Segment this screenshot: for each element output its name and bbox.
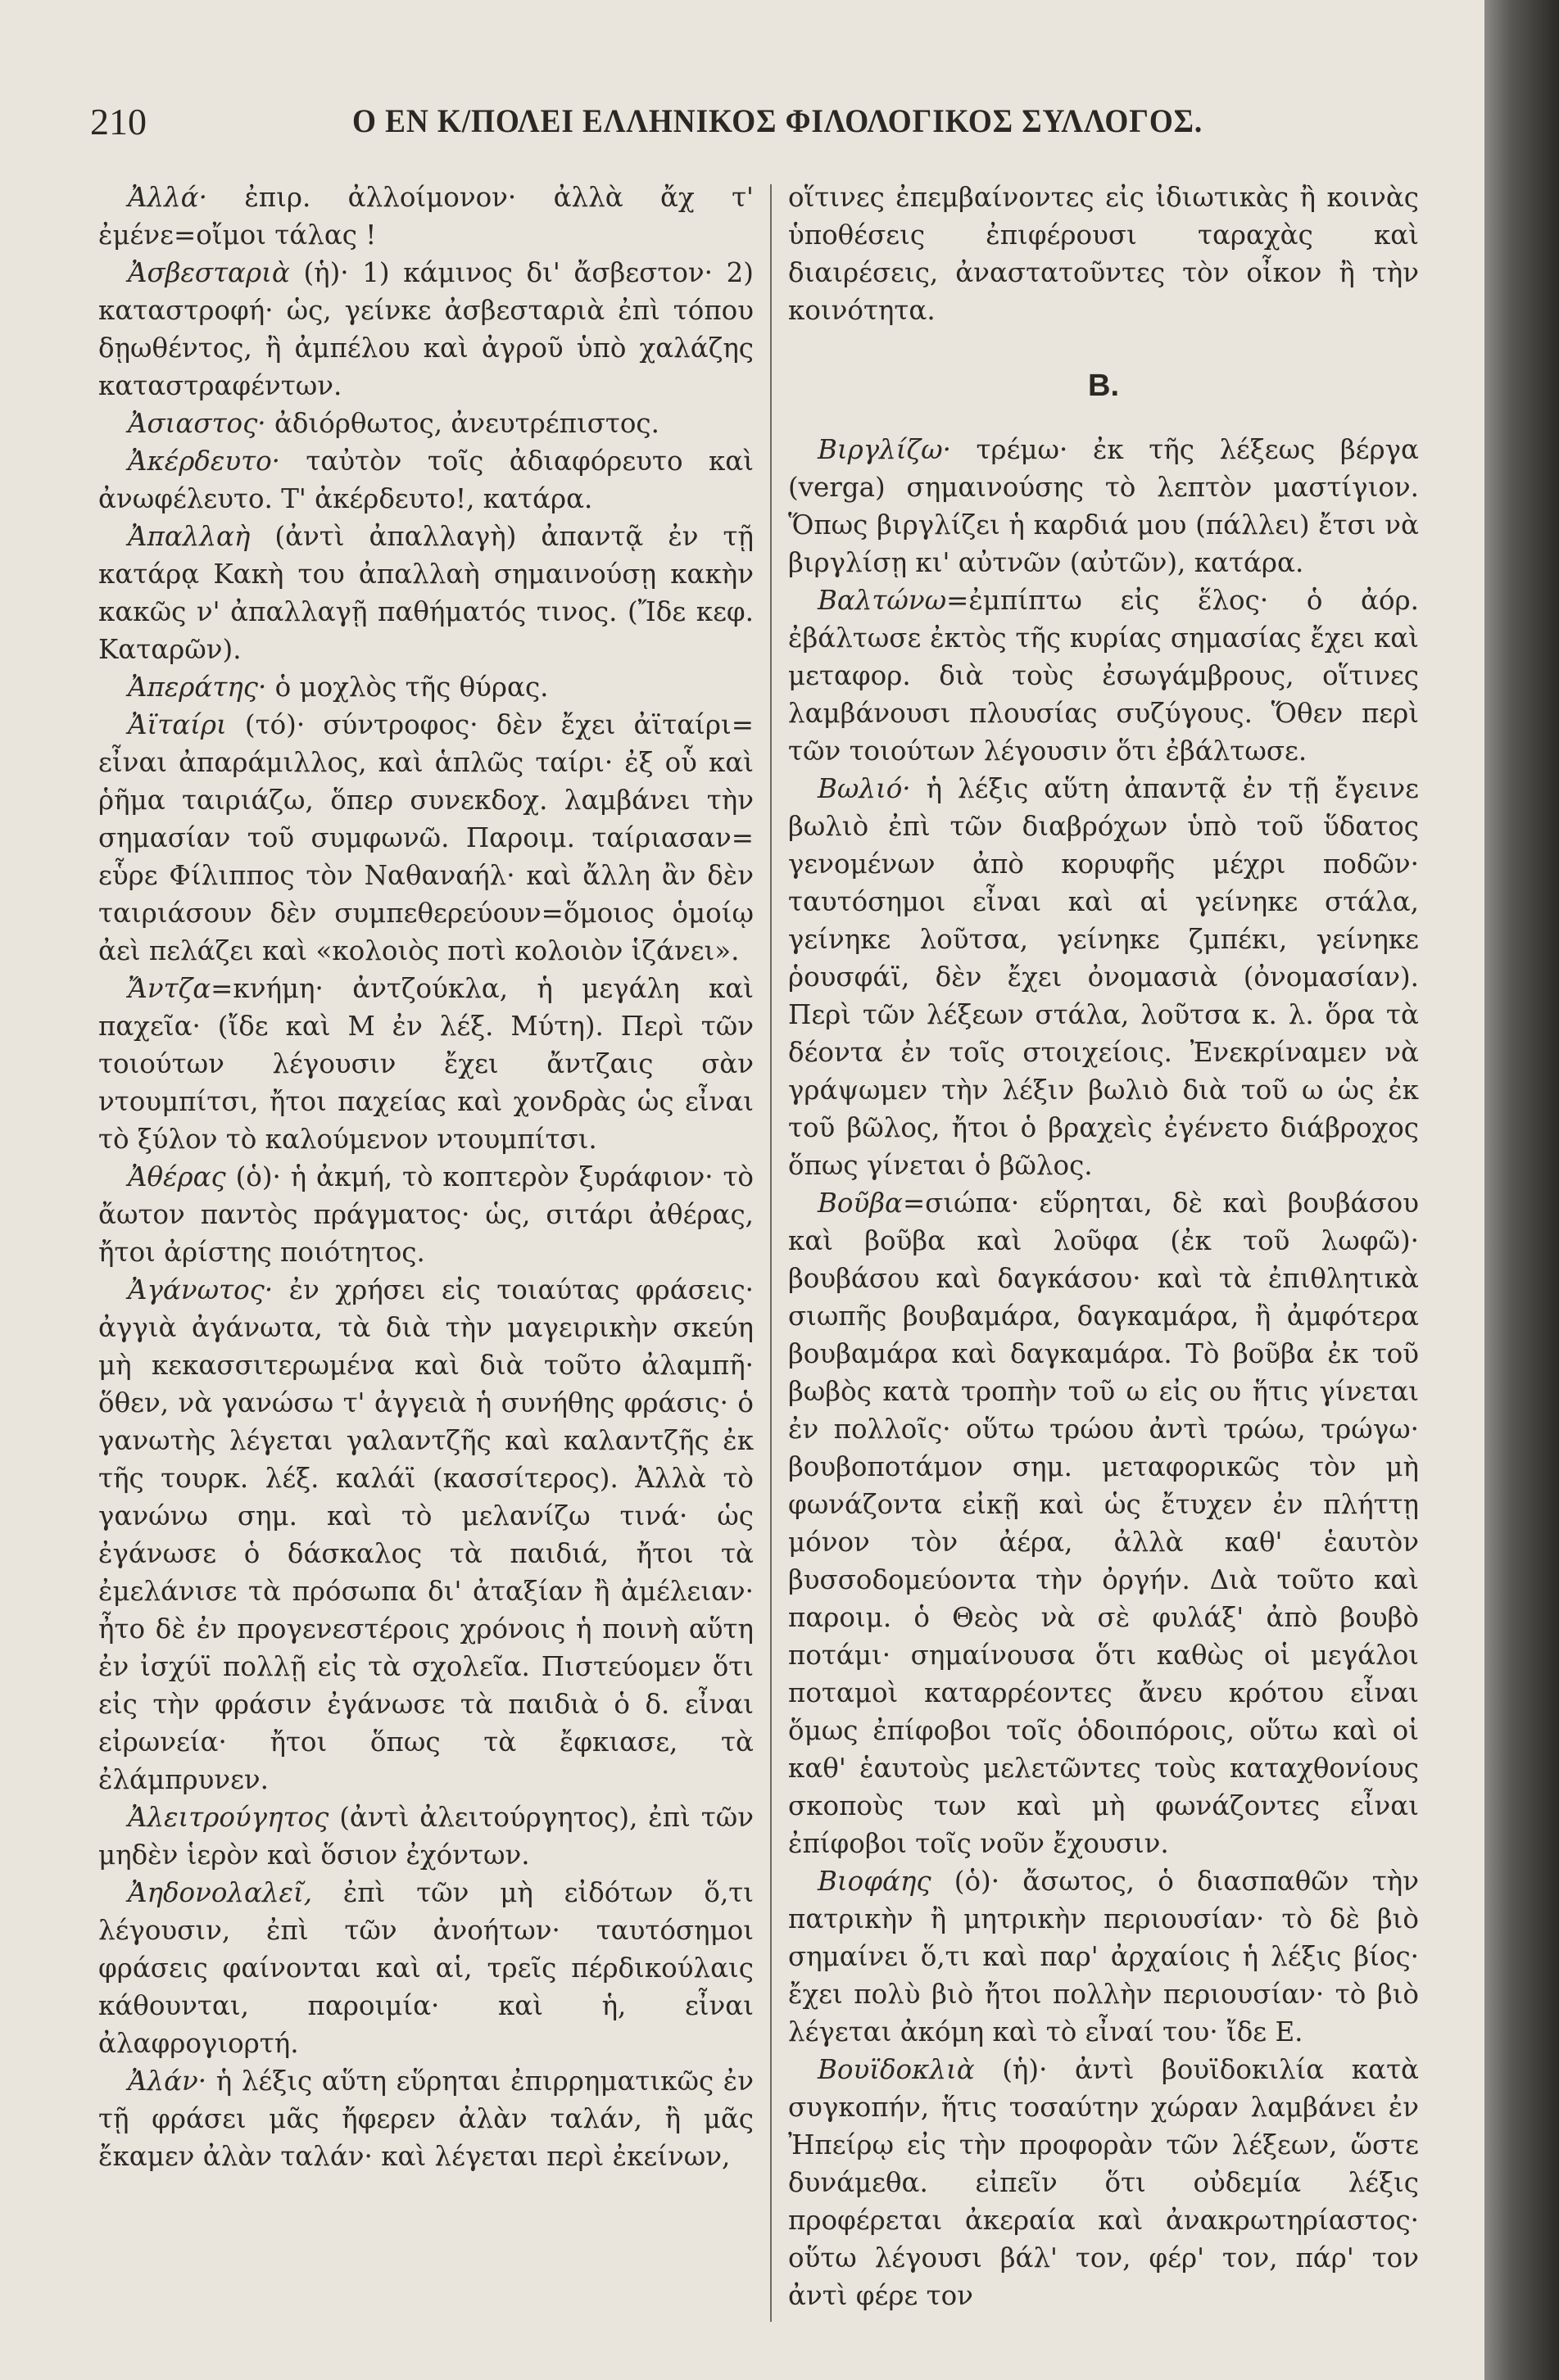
dictionary-entry <box>98 254 754 405</box>
entry-headword: Ἀπεράτης· <box>128 672 267 703</box>
entry-text: ἐπιρ. ἀλλοίμονον· ἀλλὰ ἄχ τ' ἐμένε=οἴμοι τάλας ! <box>98 182 754 251</box>
entry-text: τρέμω· ἐκ τῆς λέξεως βέργα (verga) σημαινούσης τὸ λεπτὸν μαστίγιον. Ὅπως βιργλίζει ἡ καρδιά μου (πάλλει) ἔτσι νὰ βιργλίσῃ κι' αὐτνῶν (αὐτῶν), κατάρα. <box>788 434 1419 578</box>
page-number: 210 <box>90 101 147 143</box>
page-header <box>90 88 1203 154</box>
entry-headword: Ἀθέρας <box>128 1161 226 1192</box>
entry-headword: Ἀλάν· <box>128 2066 207 2097</box>
dictionary-entry <box>788 770 1419 1184</box>
entry-headword: Ἀπαλλαὴ <box>128 521 251 552</box>
entry-text: (ἀντὶ ἀπαλλαγὴ) ἀπαντᾷ ἐν τῇ κατάρᾳ Κακὴ του ἀπαλλαὴ σημαινούσῃ κακὴν κακῶς ν' ἀπαλλαγῇ παθήματός τινος. (Ἴδε κεφ. Καταρῶν). <box>98 521 754 665</box>
entry-text: (τό)· σύντροφος· δὲν ἔχει ἀϊταίρι= εἶναι ἀπαράμιλλος, καὶ ἁπλῶς ταίρι· ἐξ οὗ καὶ ῥῆμα ταιριάζω, ὅπερ συνεκδοχ. λαμβάνει τὴν σημασίαν τοῦ συμφωνῶ. Παροιμ. ταίριασαν= εὗρε Φίλιππος τὸν Ναθαναήλ· καὶ ἄλλη ἂν δὲν ταιριάσουν δὲν συμπεθερεύουν=ὅμοιος ὁμοίῳ ἀεὶ πελάζει καὶ «κολοιὸς ποτὶ κολοιὸν ἱζάνει». <box>98 709 754 966</box>
entry-text: (ἡ)· 1) κάμινος δι' ἄσβεστον· 2) καταστροφή· ὡς, γείνκε ἀσβεσταριὰ ἐπὶ τόπου δῃωθέντος, ἢ ἀμπέλου καὶ ἀγροῦ ὑπὸ χαλάζης καταστραφέντων. <box>98 257 754 401</box>
entry-headword: Ἀλειτρούγητος <box>128 1802 329 1833</box>
entry-headword: Ἀσιαστος· <box>128 408 266 439</box>
dictionary-entry <box>98 179 754 254</box>
entry-text: ἀδιόρθωτος, ἀνευτρέπιστος. <box>265 408 659 439</box>
entry-headword: Ἀκέρδευτο· <box>128 446 280 477</box>
dictionary-entry <box>98 405 754 442</box>
dictionary-entry <box>788 581 1419 770</box>
dictionary-entry <box>788 431 1419 581</box>
dictionary-entry <box>98 668 754 706</box>
entry-headword: Ἀσβεσταριὰ <box>128 257 290 288</box>
dictionary-entry <box>788 1184 1419 1862</box>
section-letter: Β. <box>1088 369 1119 403</box>
entry-text: ἡ λέξις αὕτη ἀπαντᾷ ἐν τῇ ἔγεινε βωλιὸ ἐπὶ τῶν διαβρόχων ὑπὸ τοῦ ὕδατος γενομένων ἀπὸ κορυφῆς μέχρι ποδῶν· ταυτόσημοι εἶναι καὶ αἱ γείνηκε στάλα, γείνηκε λοῦτσα, γείνηκε ζμπέκι, γείνηκε ῥουσφάϊ, δὲν ἔχει ὀνομασιὰ (ὀνομασίαν). Περὶ τῶν λέξεων στάλα, λοῦτσα κ. λ. ὅρα τὰ δέοντα ἐν τοῖς στοιχείοις. Ἐνεκρίναμεν νὰ γράψωμεν τὴν λέξιν βωλιὸ διὰ τοῦ ω ὡς ἐκ τοῦ βῶλος, ἤτοι ὁ βραχεὶς ἐγένετο διάβροχος ὅπως γίνεται ὁ βῶλος. <box>788 773 1419 1181</box>
entry-headword: Ἀϊταίρι <box>128 709 227 740</box>
entry-text: ἡ λέξις αὕτη εὕρηται ἐπιρρηματικῶς ἐν τῇ φράσει μᾶς ἤφερεν ἀλὰν ταλάν, ἢ μᾶς ἔκαμεν ἀλὰν ταλάν· καὶ λέγεται περὶ ἐκείνων, <box>98 2066 754 2172</box>
running-title: Ο ΕΝ Κ/ΠΟΛΕΙ ΕΛΛΗΝΙΚΟΣ ΦΙΛΟΛΟΓΙΚΟΣ ΣΥΛΛΟΓΟΣ. <box>352 102 1203 139</box>
right-column <box>788 179 1419 2314</box>
entry-headword: Βωλιό· <box>818 773 911 804</box>
entry-text: ἐν χρήσει εἰς τοιαύτας φράσεις· ἀγγιὰ ἀγάνωτα, τὰ διὰ τὴν μαγειρικὴν σκεύη μὴ κεκασσιτερωμένα καὶ διὰ τοῦτο ἀλαμπῆ· ὅθεν, νὰ γανώσω τ' ἀγγειὰ ἡ συνήθης φράσις· ὁ γανωτὴς λέγεται γαλαντζῆς καὶ καλαντζῆς ἐκ τῆς τουρκ. λέξ. καλάϊ (κασσίτερος). Ἀλλὰ τὸ γανώνω σημ. καὶ τὸ μελανίζω τινά· ὡς ἐγάνωσε ὁ δάσκαλος τὰ παιδιά, ἤτοι τὰ ἐμελάνισε τὰ πρόσωπα δι' ἀταξίαν ἢ ἀμέλειαν· ἦτο δὲ ἐν προγενεστέροις χρόνοις ἡ ποινὴ αὕτη ἐν ἰσχύϊ πολλῇ εἰς τὰ σχολεῖα. Πιστεύομεν ὅτι εἰς τὴν φράσιν ἐγάνωσε τὰ παιδιὰ ὁ δ. εἶναι εἰρωνεία· ἤτοι ὅπως τὰ ἔφκιασε, τὰ ἐλάμπρυνεν. <box>98 1274 754 1795</box>
dictionary-entry <box>788 2051 1419 2314</box>
entry-text: ὁ μοχλὸς τῆς θύρας. <box>266 672 549 703</box>
entry-headword: Βιργλίζω· <box>818 434 951 465</box>
entry-text: =σιώπα· εὕρηται, δὲ καὶ βουβάσου καὶ βοῦβα καὶ λοῦφα (ἐκ τοῦ λωφῶ)· βουβάσου καὶ δαγκάσου· καὶ τὰ ἐπιθλητικὰ σιωπῆς βουβαμάρα, δαγκαμάρα, ἢ ἀμφότερα βουβαμάρα καὶ δαγκαμάρα. Τὸ βοῦβα ἐκ τοῦ βωβὸς κατὰ τροπὴν τοῦ ω εἰς ου ἥτις γίνεται ἐν πολλοῖς· οὕτω τρώου ἀντὶ τρώω, τρώγω· βουβοποτάμον σημ. μεταφορικῶς τὸν μὴ φωνάζοντα εἰκῇ καὶ ὡς ἔτυχεν ἐν πλήττῃ μόνον τὸν ἀέρα, ἀλλὰ καθ' ἑαυτὸν βυσσοδομεύοντα τὴν ὀργήν. Διὰ τοῦτο καὶ παροιμ. ὁ Θεὸς νὰ σὲ φυλάξ' ἀπὸ βουβὸ ποτάμι· σημαίνουσα ὅτι καθὼς οἱ μεγάλοι ποταμοὶ καταρρέοντες ἄνευ κρότου εἶναι ὅμως ἐπίφοβοι τοῖς ὁδοιπόροις, οὕτω καὶ οἱ καθ' ἑαυτοὺς μελετῶντες τοὺς καταχθονίους σκοποὺς των καὶ μὴ φωνάζοντες εἶναι ἐπίφοβοι τοῖς νοῦν ἔχουσιν. <box>788 1188 1419 1859</box>
entry-text: οἵτινες ἐπεμβαίνοντες εἰς ἰδιωτικὰς ἢ κοινὰς ὑποθέσεις ἐπιφέρουσι ταραχὰς καὶ διαιρέσεις, ἀναστατοῦντες τὸν οἶκον ἢ τὴν κοινότητα. <box>788 182 1419 326</box>
entry-text: (ἀντὶ ἀλειτούργητος), ἐπὶ τῶν μηδὲν ἱερὸν καὶ ὅσιον ἐχόντων. <box>98 1802 754 1871</box>
entry-headword: Ἀηδονολαλεῖ, <box>128 1877 313 1908</box>
entry-text: =κνήμη· ἀντζούκλα, ἡ μεγάλη καὶ παχεῖα· (ἴδε καὶ Μ ἐν λέξ. Μύτη). Περὶ τῶν τοιούτων λέγουσιν ἔχει ἄντζαις σὰν ντουμπίτσι, ἤτοι παχείας καὶ χονδρὰς ὡς εἶναι τὸ ξύλον τὸ καλούμενον ντουμπίτσι. <box>98 973 754 1155</box>
left-column <box>98 179 754 2175</box>
entry-headword: Ἀλλά· <box>128 182 207 213</box>
dictionary-entry <box>98 1271 754 1799</box>
entry-headword: Βαλτώνω <box>818 585 947 616</box>
entry-text: (ὁ)· ἡ ἀκμή, τὸ κοπτερὸν ξυράφιον· τὸ ἄωτον παντὸς πράγματος· ὡς, σιτάρι ἀθέρας, ἤτοι ἀρίστης ποιότητος. <box>98 1161 754 1268</box>
dictionary-entry <box>788 1862 1419 2051</box>
dictionary-entry <box>98 518 754 668</box>
entry-text: ταὐτὸν τοῖς ἀδιαφόρευτο καὶ ἀνωφέλευτο. Τ' ἀκέρδευτο!, κατάρα. <box>98 446 754 514</box>
dictionary-entry <box>98 1158 754 1271</box>
entry-headword: Βουϊδοκλιὰ <box>818 2054 975 2085</box>
entry-text: =ἐμπίπτω εἰς ἕλος· ὁ ἀόρ. ἐβάλτωσε ἐκτὸς τῆς κυρίας σημασίας ἔχει καὶ μεταφορ. διὰ τοὺς ἐσωγάμβρους, οἵτινες λαμβάνουσι πλουσίας συζύγους. Ὅθεν περὶ τῶν τοιούτων λέγουσιν ὅτι ἐβάλτωσε. <box>788 585 1419 767</box>
dictionary-entry <box>98 1799 754 1874</box>
entry-headword: Βοῦβα <box>818 1188 903 1219</box>
dictionary-entry <box>788 179 1419 329</box>
entry-text: (ἡ)· ἀντὶ βουϊδοκιλία κατὰ συγκοπήν, ἥτις τοσαύτην χώραν λαμβάνει ἐν Ἠπείρῳ εἰς τὴν προφορὰν τῶν λέξεων, ὥστε δυνάμεθα. εἰπεῖν ὅτι οὐδεμία λέξις προφέρεται ἀκεραία καὶ ἀνακρωτηρίαστος· οὕτω λέγουσι βάλ' τον, φέρ' τον, πάρ' τον ἀντὶ φέρε τον <box>788 2054 1419 2311</box>
dictionary-entry <box>98 442 754 518</box>
dictionary-entry <box>98 970 754 1158</box>
dictionary-entry <box>98 2062 754 2175</box>
entry-headword: Βιοφάης <box>818 1866 931 1897</box>
entry-text: (ὁ)· ἄσωτος, ὁ διασπαθῶν τὴν πατρικὴν ἢ μητρικὴν περιουσίαν· τὸ δὲ βιὸ σημαίνει ὅ,τι καὶ παρ' ἀρχαίοις ἡ λέξις βίος· ἔχει πολὺ βιὸ ἤτοι πολλὴν περιουσίαν· τὸ βιὸ λέγεται ἀκόμη καὶ τὸ εἶναί του· ἴδε Ε. <box>788 1866 1419 2047</box>
entry-headword: Ἀγάνωτος· <box>128 1274 274 1305</box>
page-edge-shadow <box>1484 0 1559 2380</box>
entry-headword: Ἄντζα <box>128 973 211 1004</box>
dictionary-entry <box>98 1874 754 2062</box>
column-divider <box>770 184 772 2322</box>
entry-text: ἐπὶ τῶν μὴ εἰδότων ὅ,τι λέγουσιν, ἐπὶ τῶν ἀνοήτων· ταυτόσημοι φράσεις φαίνονται καὶ αἱ, τρεῖς πέρδικούλαις κάθουνται, παροιμία· καὶ ἡ, εἶναι ἀλαφρογιορτή. <box>98 1877 754 2059</box>
dictionary-entry <box>98 706 754 970</box>
